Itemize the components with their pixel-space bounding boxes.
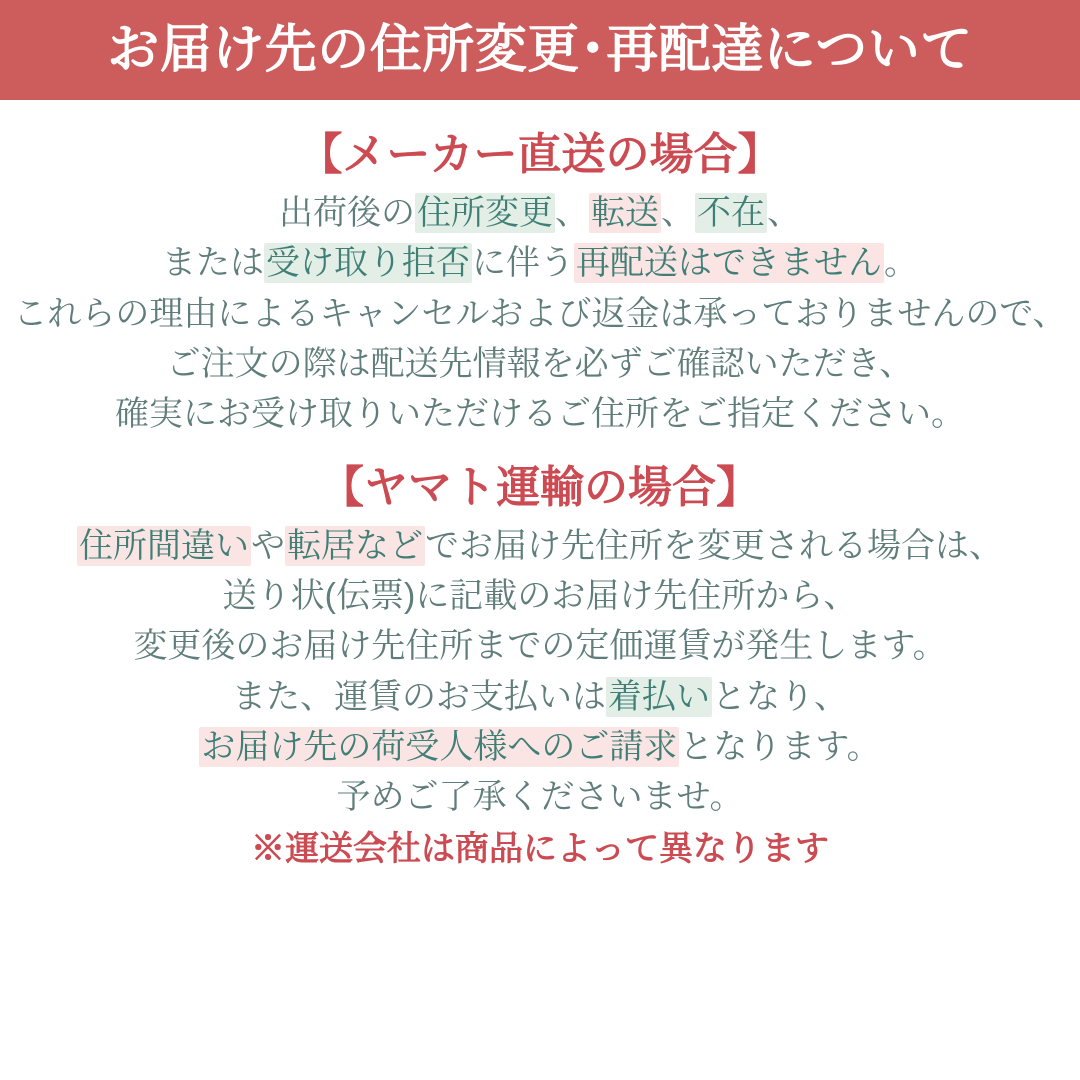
section-heading-maker-direct: 【メーカー直送の場合】 [298, 130, 782, 179]
spacer [10, 441, 1070, 449]
text-fragment: に伴う [472, 244, 574, 283]
highlight-no-redelivery: 再配送はできません [576, 244, 882, 283]
text-fragment: または [162, 244, 264, 283]
section-heading-yamato: 【ヤマト運輸の場合】 [320, 462, 760, 512]
text-fragment: 、 [555, 194, 589, 233]
highlight-relocation: 転居など [287, 526, 423, 565]
text-fragment: 、 [661, 194, 695, 233]
highlight-absence: 不在 [697, 194, 765, 233]
highlight-refusal: 受け取り拒否 [266, 244, 470, 283]
text-fragment: や [251, 526, 285, 565]
notice-line [10, 673, 1070, 721]
highlight-forwarding: 転送 [591, 194, 659, 233]
page-title: お届け先の住所変更･再配達について [107, 21, 973, 79]
notice-body [0, 100, 1080, 871]
notice-line [10, 522, 1070, 570]
notice-line [10, 340, 1070, 388]
text-fragment: となります。 [679, 727, 881, 766]
highlight-cash-on-delivery: 着払い [608, 677, 710, 716]
text-fragment: 、 [767, 194, 801, 233]
notice-line [10, 239, 1070, 287]
text-fragment: でお届け先住所を変更される場合は、 [425, 526, 1003, 565]
highlight-address-change: 住所変更 [417, 194, 553, 233]
notice-line [10, 622, 1070, 670]
text-fragment: ご注文の際は配送先情報を必ずご確認いただき、 [166, 344, 914, 383]
text-fragment: 出荷後の [279, 194, 415, 233]
notice-line [10, 189, 1070, 237]
notice-line [10, 723, 1070, 771]
text-fragment: 確実にお受け取りいただけるご住所をご指定ください。 [115, 395, 965, 434]
highlight-wrong-address: 住所間違い [79, 526, 249, 565]
text-fragment: 送り状(伝票)に記載のお届け先住所から、 [222, 576, 858, 615]
text-fragment: 変更後のお届け先住所までの定価運賃が発生します。 [133, 627, 947, 666]
highlight-recipient-billing: お届け先の荷受人様へのご請求 [201, 727, 678, 766]
text-fragment: 。 [884, 244, 918, 283]
text-fragment: となり、 [712, 677, 848, 716]
text-fragment: 予めご了承くださいませ。 [336, 778, 744, 817]
notice-line [10, 290, 1070, 338]
header-banner [0, 0, 1080, 100]
text-fragment: また、運賃のお支払いは [232, 677, 606, 716]
notice-line [10, 390, 1070, 438]
notice-line [10, 773, 1070, 821]
notice-line [10, 572, 1070, 620]
text-fragment: これらの理由によるキャンセルおよび返金は承っておりませんので、 [13, 294, 1067, 333]
footer-note: ※運送会社は商品によって異なります [251, 830, 829, 869]
